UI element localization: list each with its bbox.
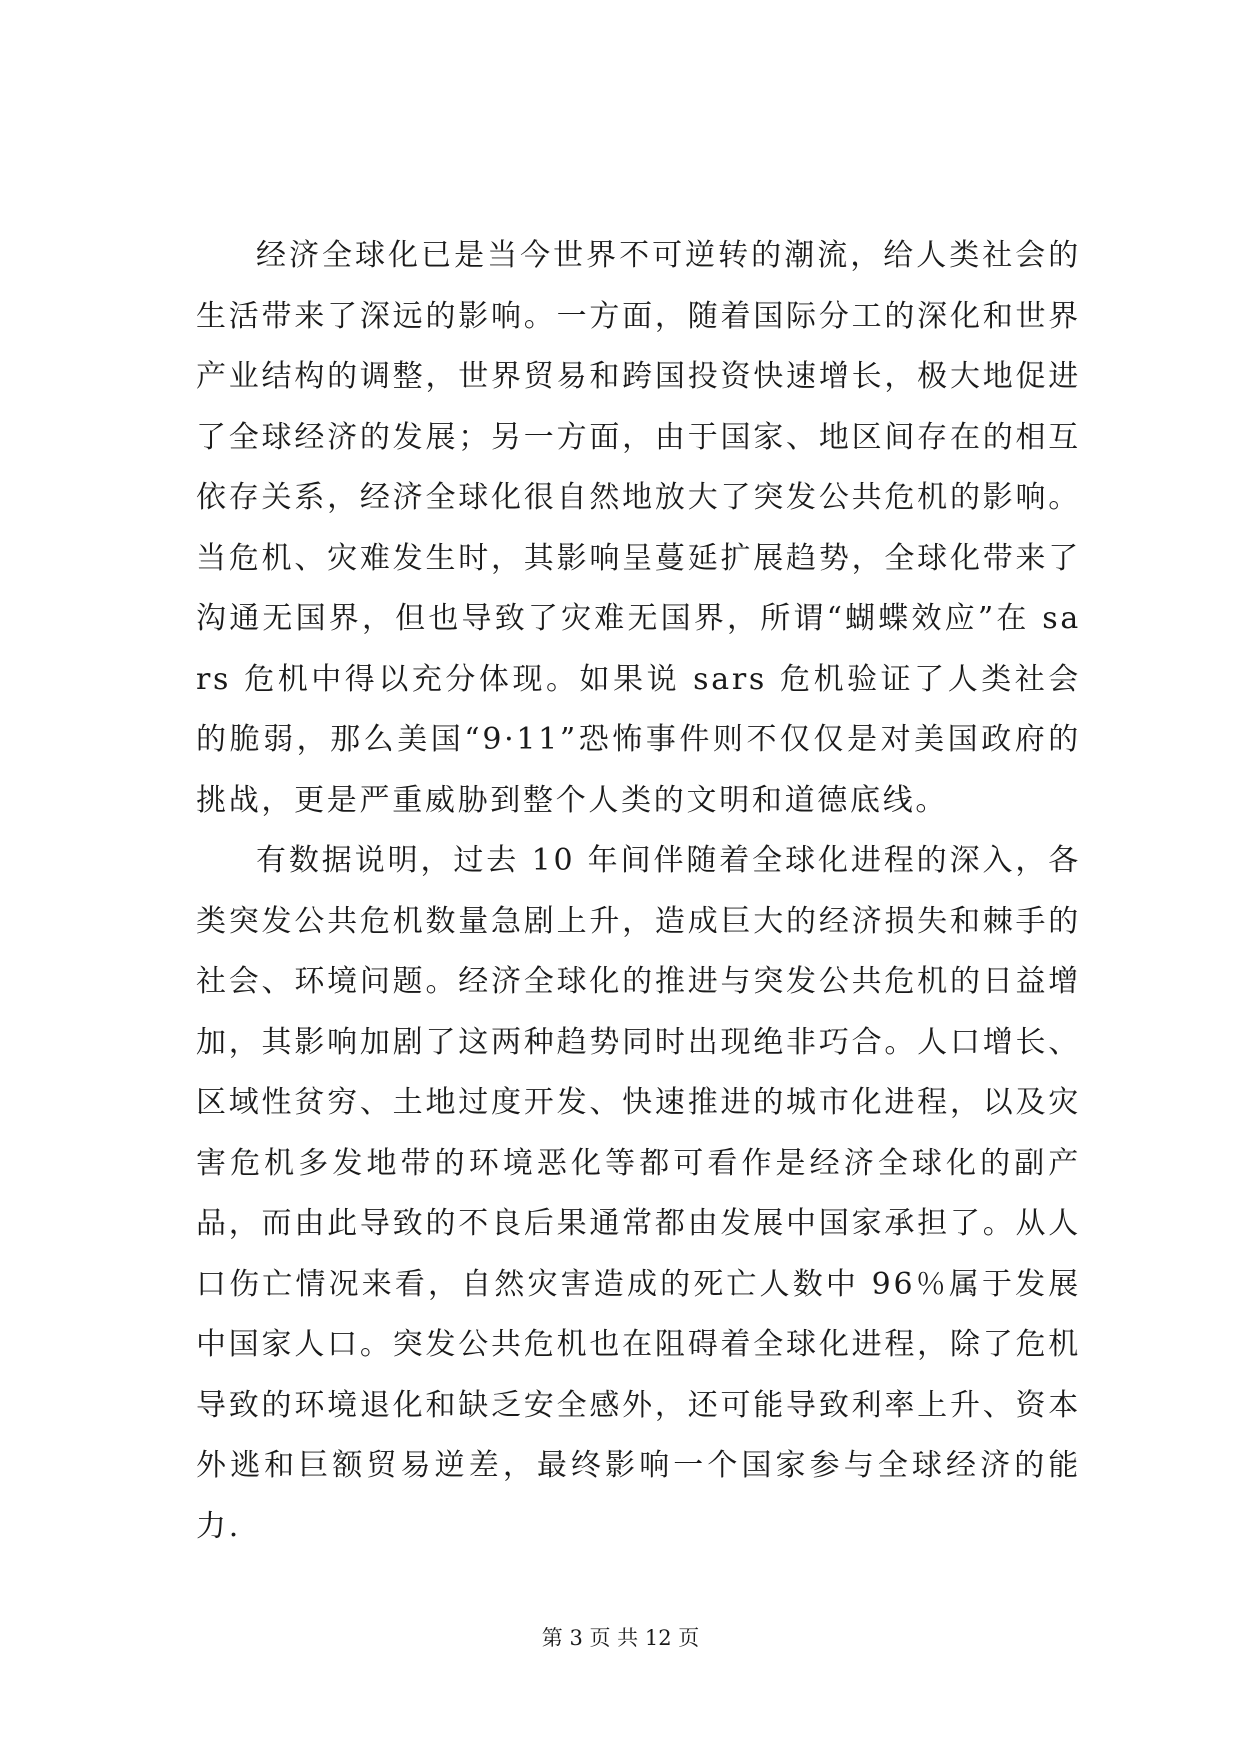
paragraph-1: 经济全球化已是当今世界不可逆转的潮流，给人类社会的生活带来了深远的影响。一方面，随着国际分工的深化和世界产业结构的调整，世界贸易和跨国投资快速增长，极大地促进了全球经济的发展；另一方面，由于国家、地区间存在的相互依存关系，经济全球化很自然地放大了突发公共危机的影响。当危机、灾难发生时，其影响呈蔓延扩展趋势，全球化带来了沟通无国界，但也导致了灾难无国界，所谓“蝴蝶效应”在 sars 危机中得以充分体现。如果说 sars 危机验证了人类社会的脆弱，那么美国“9·11”恐怖事件则不仅仅是对美国政府的挑战，更是严重威胁到整个人类的文明和道德底线。 xyxy=(196,238,1081,818)
paragraph-2: 有数据说明，过去 10 年间伴随着全球化进程的深入，各类突发公共危机数量急剧上升，造成巨大的经济损失和棘手的社会、环境问题。经济全球化的推进与突发公共危机的日益增加，其影响加剧了这两种趋势同时出现绝非巧合。人口增长、区域性贫穷、土地过度开发、快速推进的城市化进程，以及灾害危机多发地带的环境恶化等都可看作是经济全球化的副产品，而由此导致的不良后果通常都由发展中国家承担了。从人口伤亡情况来看，自然灾害造成的死亡人数中 96％属于发展中国家人口。突发公共危机也在阻碍着全球化进程，除了危机导致的环境退化和缺乏安全感外，还可能导致利率上升、资本外逃和巨额贸易逆差，最终影响一个国家参与全球经济的能力. xyxy=(196,843,1081,1544)
document-body xyxy=(196,226,1081,1557)
page-footer: 第 3 页 共 12 页 xyxy=(541,1626,700,1650)
